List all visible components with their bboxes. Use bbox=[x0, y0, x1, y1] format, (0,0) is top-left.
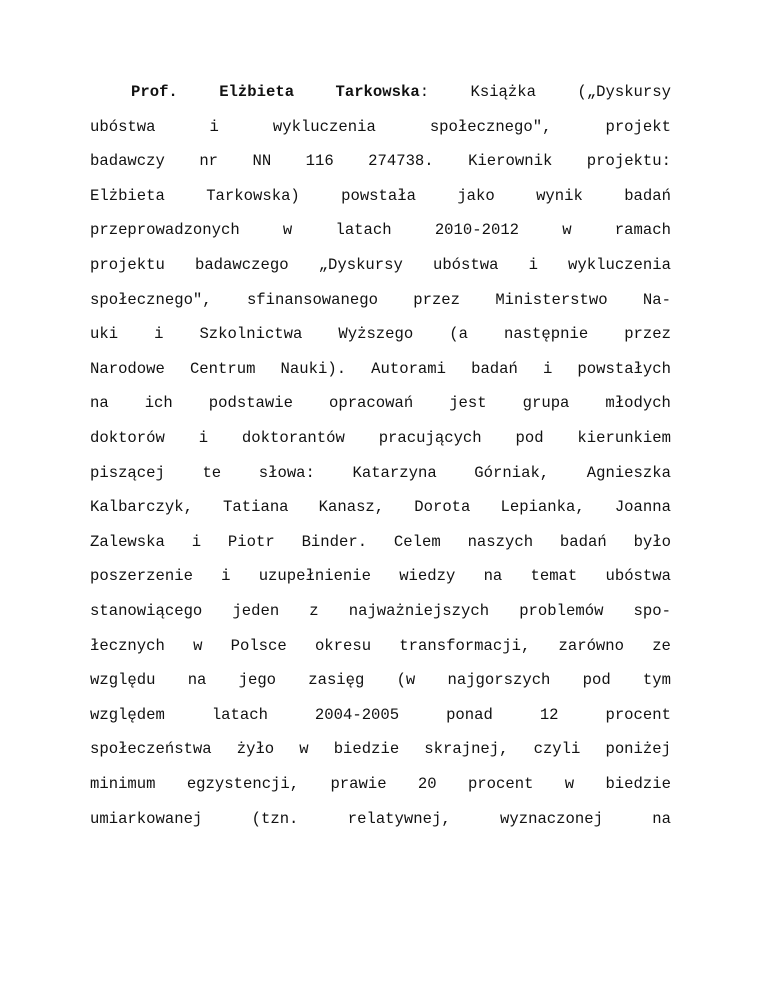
word: badań bbox=[559, 533, 607, 551]
word: najgorszych bbox=[447, 671, 551, 689]
word: pod bbox=[515, 429, 544, 447]
word: powstałych bbox=[577, 360, 671, 378]
word: przez bbox=[624, 325, 671, 343]
word: minimum bbox=[90, 775, 156, 793]
word: ramach bbox=[614, 221, 671, 239]
word: Celem bbox=[393, 533, 441, 551]
word: (tzn. bbox=[251, 810, 299, 828]
word: w bbox=[282, 221, 293, 239]
word: przeprowadzonych bbox=[90, 221, 240, 239]
text-line bbox=[90, 461, 671, 485]
text-line bbox=[90, 322, 671, 346]
word: i bbox=[191, 533, 202, 551]
word: procent bbox=[467, 775, 534, 793]
word: relatywnej, bbox=[347, 810, 451, 828]
word: najważniejszych bbox=[348, 602, 490, 620]
word: Binder. bbox=[301, 533, 368, 551]
word: biedzie bbox=[605, 775, 671, 793]
word: 274738. bbox=[368, 152, 434, 170]
punctuation: : bbox=[419, 83, 430, 101]
text-line bbox=[90, 772, 671, 796]
word: ze bbox=[652, 637, 671, 655]
word: NN bbox=[252, 152, 272, 170]
text-line bbox=[90, 218, 671, 242]
word: doktorów bbox=[90, 429, 165, 447]
word: Polsce bbox=[230, 637, 287, 655]
word: (a bbox=[449, 325, 468, 343]
word: Nauki). bbox=[280, 360, 347, 378]
word: kierunkiem bbox=[577, 429, 671, 447]
word: względu bbox=[90, 671, 156, 689]
word: tym bbox=[642, 671, 671, 689]
word: podstawie bbox=[208, 394, 293, 412]
text-line bbox=[90, 288, 671, 312]
word: nr bbox=[199, 152, 219, 170]
text-line bbox=[90, 564, 671, 588]
word: słowa: bbox=[258, 464, 315, 482]
word: (w bbox=[396, 671, 416, 689]
word: latach bbox=[211, 706, 268, 724]
word: łecznych bbox=[90, 637, 165, 655]
text-line bbox=[90, 391, 671, 415]
word: społecznego", bbox=[429, 118, 552, 136]
word: czyli bbox=[533, 740, 581, 758]
text-line bbox=[90, 634, 671, 658]
word: jeden bbox=[232, 602, 280, 620]
word: spo- bbox=[633, 602, 671, 620]
word: jako bbox=[457, 187, 495, 205]
word: pracujących bbox=[378, 429, 482, 447]
word: projekt bbox=[605, 118, 671, 136]
word: młodych bbox=[605, 394, 671, 412]
word: sfinansowanego bbox=[246, 291, 378, 309]
word: Dorota bbox=[414, 498, 471, 516]
word: grupa bbox=[522, 394, 570, 412]
word: temat bbox=[530, 567, 578, 585]
word: ponad bbox=[446, 706, 493, 724]
text-line bbox=[90, 530, 671, 554]
word: okresu bbox=[314, 637, 372, 655]
text-line bbox=[90, 703, 671, 727]
word: Górniak, bbox=[474, 464, 550, 482]
word: w bbox=[299, 740, 309, 758]
word: Elżbieta bbox=[219, 83, 295, 101]
word: Elżbieta bbox=[90, 187, 165, 205]
word: na bbox=[483, 567, 503, 585]
word: latach bbox=[335, 221, 392, 239]
word: „Dyskursy bbox=[318, 256, 403, 274]
word: uki bbox=[90, 325, 119, 343]
word: transformacji, bbox=[399, 637, 531, 655]
word: te bbox=[202, 464, 222, 482]
word: Lepianka, bbox=[500, 498, 585, 516]
word: opracowań bbox=[328, 394, 414, 412]
word: społeczeństwa bbox=[90, 740, 212, 758]
word: na bbox=[90, 394, 109, 412]
word: Książka bbox=[470, 83, 536, 101]
word: Tarkowska) bbox=[206, 187, 300, 205]
word: wykluczenia bbox=[272, 118, 376, 136]
word: skrajnej, bbox=[424, 740, 509, 758]
word: piszącej bbox=[90, 464, 165, 482]
word: z bbox=[309, 602, 319, 620]
text-line bbox=[90, 599, 671, 623]
word: na bbox=[187, 671, 207, 689]
word: w bbox=[564, 775, 575, 793]
text-line bbox=[90, 668, 671, 692]
word: Kanasz, bbox=[318, 498, 385, 516]
word: 20 bbox=[417, 775, 437, 793]
word: Narodowe bbox=[90, 360, 165, 378]
word: prawie bbox=[330, 775, 387, 793]
text-line bbox=[90, 426, 671, 450]
word: na bbox=[652, 810, 671, 828]
text-line bbox=[90, 807, 671, 831]
word: w bbox=[193, 637, 203, 655]
word: Kierownik bbox=[468, 152, 553, 170]
word: wykluczenia bbox=[568, 256, 671, 274]
word: Tatiana bbox=[223, 498, 289, 516]
word: Joanna bbox=[614, 498, 671, 516]
word: projektu: bbox=[586, 152, 671, 170]
word: jest bbox=[449, 394, 487, 412]
text-line bbox=[90, 495, 671, 519]
word: i bbox=[198, 429, 209, 447]
text-line bbox=[90, 737, 671, 761]
word: było bbox=[633, 533, 671, 551]
word: badań bbox=[471, 360, 518, 378]
word: zasięg bbox=[308, 671, 365, 689]
word: Centrum bbox=[189, 360, 256, 378]
word: ubóstwa bbox=[432, 256, 499, 274]
word: Ministerstwo bbox=[495, 291, 608, 309]
word: 116 bbox=[305, 152, 334, 170]
word: Wyższego bbox=[338, 325, 414, 343]
word: poszerzenie bbox=[90, 567, 193, 585]
word: („Dyskursy bbox=[577, 83, 671, 101]
word: i bbox=[528, 256, 538, 274]
word: poniżej bbox=[605, 740, 671, 758]
word: 2004-2005 bbox=[314, 706, 400, 724]
word: Katarzyna bbox=[352, 464, 437, 482]
word: następnie bbox=[503, 325, 589, 343]
word: społecznego", bbox=[90, 291, 212, 309]
word: egzystencji, bbox=[186, 775, 300, 793]
word: wynik bbox=[536, 187, 583, 205]
word: 2010-2012 bbox=[434, 221, 520, 239]
word: wyznaczonej bbox=[500, 810, 603, 828]
word: względem bbox=[90, 706, 165, 724]
word: w bbox=[562, 221, 572, 239]
word: powstała bbox=[341, 187, 416, 205]
word: badawczy bbox=[90, 152, 165, 170]
word: ubóstwa bbox=[605, 567, 671, 585]
word: biedzie bbox=[333, 740, 400, 758]
word: stanowiącego bbox=[90, 602, 203, 620]
word: Piotr bbox=[227, 533, 275, 551]
text-line bbox=[90, 357, 671, 381]
word: procent bbox=[605, 706, 671, 724]
word: zarówno bbox=[558, 637, 625, 655]
word: Tarkowska bbox=[335, 83, 420, 101]
text-line bbox=[90, 253, 671, 277]
word: Na- bbox=[642, 291, 671, 309]
word: badawczego bbox=[194, 256, 289, 274]
word: ich bbox=[144, 394, 173, 412]
word: Prof. bbox=[131, 83, 178, 101]
word: Zalewska bbox=[90, 533, 165, 551]
word: Szkolnictwa bbox=[199, 325, 303, 343]
word: uzupełnienie bbox=[258, 567, 371, 585]
word: umiarkowanej bbox=[90, 810, 203, 828]
word: i bbox=[209, 118, 219, 136]
word: projektu bbox=[90, 256, 165, 274]
word: Kalbarczyk, bbox=[90, 498, 193, 516]
word: i bbox=[221, 567, 231, 585]
word: badań bbox=[624, 187, 671, 205]
word: problemów bbox=[519, 602, 604, 620]
word: naszych bbox=[467, 533, 534, 551]
word: Autorami bbox=[371, 360, 447, 378]
word: przez bbox=[413, 291, 461, 309]
word: i bbox=[542, 360, 553, 378]
word: pod bbox=[582, 671, 611, 689]
word: żyło bbox=[236, 740, 275, 758]
word: doktorantów bbox=[241, 429, 345, 447]
word: ubóstwa bbox=[90, 118, 156, 136]
word: i bbox=[154, 325, 164, 343]
word: Agnieszka bbox=[586, 464, 671, 482]
text-line bbox=[90, 149, 671, 173]
text-line bbox=[90, 115, 671, 139]
word bbox=[335, 80, 429, 104]
text-line bbox=[90, 184, 671, 208]
word: wiedzy bbox=[399, 567, 456, 585]
word: jego bbox=[238, 671, 277, 689]
word: 12 bbox=[539, 706, 559, 724]
text-line bbox=[131, 80, 671, 104]
